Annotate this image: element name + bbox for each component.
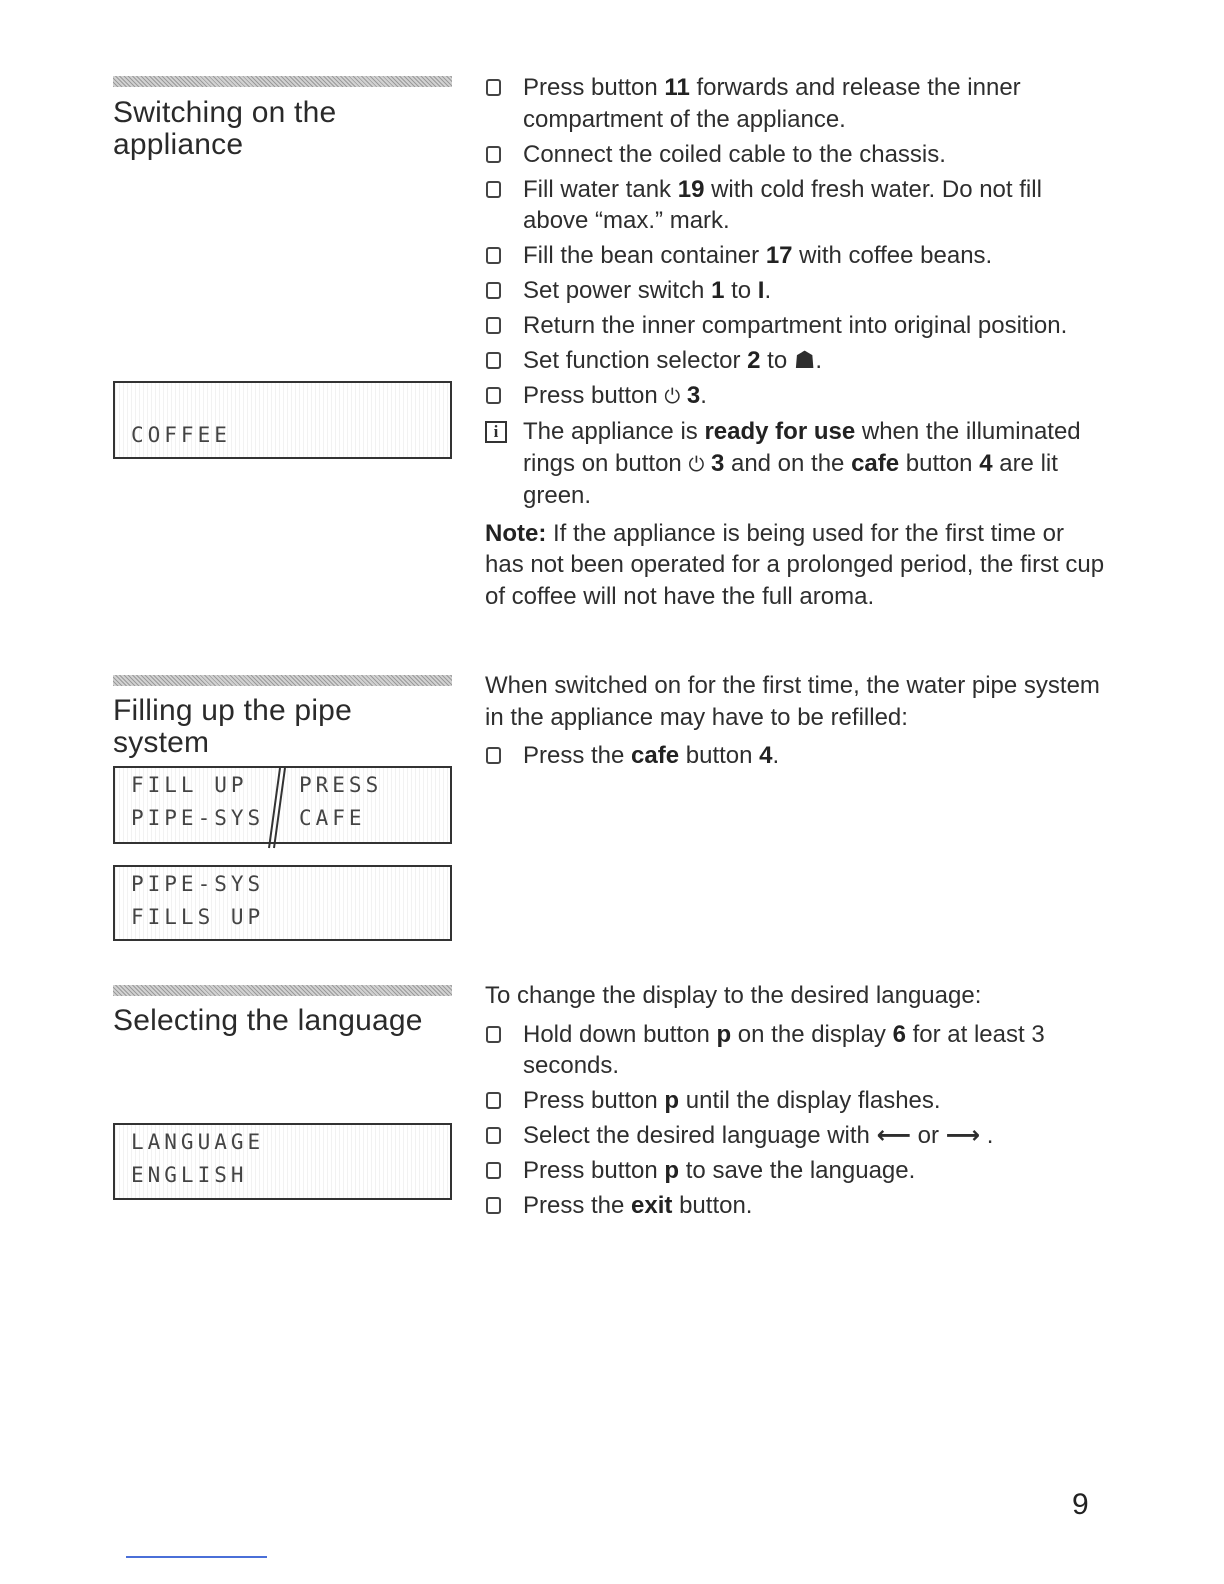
list-item: Connect the coiled cable to the chassis.	[485, 139, 1105, 171]
display-coffee	[113, 381, 452, 459]
list-item: Press the exit button.	[485, 1190, 1105, 1222]
switching-instructions	[485, 72, 1105, 616]
cup-icon: ☗	[793, 347, 816, 374]
list-item: Press button ⏻ 3.	[485, 380, 1105, 413]
display-line: PIPE-SYS	[131, 872, 265, 896]
display-line: PRESS	[299, 773, 383, 797]
power-icon: ⏻	[664, 384, 681, 408]
list-item: Press button 11 forwards and release the inner compartment of the appliance.	[485, 72, 1105, 135]
heading-line: Selecting the language	[113, 1004, 423, 1037]
heading-filling-pipe	[113, 695, 458, 759]
list-item: Set power switch 1 to I.	[485, 275, 1105, 307]
checkbox-bullet-icon	[486, 747, 501, 764]
checkbox-bullet-icon	[486, 1197, 501, 1214]
checkbox-bullet-icon	[486, 387, 501, 404]
display-language-english	[113, 1123, 452, 1200]
display-line: PIPE-SYS	[131, 806, 265, 830]
list-item: Fill water tank 19 with cold fresh water. Do not fill above “max.” mark.	[485, 174, 1105, 237]
filling-instructions	[485, 670, 1105, 775]
display-line: COFFEE	[131, 423, 231, 447]
display-line: ENGLISH	[131, 1163, 248, 1187]
list-item: Fill the bean container 17 with coffee beans.	[485, 240, 1105, 272]
arrow-left-icon: ⟵	[876, 1121, 911, 1149]
display-line: FILLS UP	[131, 905, 265, 929]
heading-line: Switching on the	[113, 96, 337, 129]
checkbox-bullet-icon	[486, 1127, 501, 1144]
checkbox-bullet-icon	[486, 247, 501, 264]
alternating-display-divider-icon	[263, 766, 289, 850]
power-icon: ⏻	[688, 451, 705, 476]
heading-selecting-language	[113, 1005, 458, 1037]
list-item: Press button p until the display flashes.	[485, 1085, 1105, 1117]
display-line: LANGUAGE	[131, 1130, 265, 1154]
checkbox-bullet-icon	[486, 146, 501, 163]
intro-text: To change the display to the desired language:	[485, 982, 982, 1009]
checkbox-bullet-icon	[486, 282, 501, 299]
heading-line: system	[113, 726, 210, 759]
heading-switching-on	[113, 97, 458, 161]
heading-line: Filling up the pipe	[113, 694, 352, 727]
checkbox-bullet-icon	[486, 1026, 501, 1043]
list-item: Set function selector 2 to ☗.	[485, 345, 1105, 377]
heading-line: appliance	[113, 128, 244, 161]
language-instructions	[485, 980, 1105, 1225]
intro-text: When switched on for the first time, the water pipe system in the appliance may have to be refilled:	[485, 672, 1100, 731]
checkbox-bullet-icon	[486, 1162, 501, 1179]
footer-rule	[126, 1556, 267, 1558]
checkbox-bullet-icon	[486, 352, 501, 369]
page-number: 9	[1072, 1488, 1089, 1521]
list-item: Select the desired language with ⟵ or ⟶ .	[485, 1120, 1105, 1152]
checkbox-bullet-icon	[486, 317, 501, 334]
arrow-right-icon: ⟶	[945, 1121, 981, 1149]
list-item: Press the cafe button 4.	[485, 740, 1105, 772]
checkbox-bullet-icon	[486, 1092, 501, 1109]
info-icon: i	[485, 421, 507, 443]
section-divider	[113, 76, 452, 87]
note: Note: If the appliance is being used for the first time or has not been operated for a prolonged period, the first cup of coffee will not have the full aroma.	[485, 519, 1105, 610]
list-item: Hold down button p on the display 6 for at least 3 seconds.	[485, 1019, 1105, 1082]
checkbox-bullet-icon	[486, 181, 501, 198]
display-fill-up-press-cafe	[113, 766, 452, 844]
display-line: FILL UP	[131, 773, 248, 797]
info-item: i The appliance is ready for use when the illuminated rings on button ⏻ 3 and on the cafe button 4 are lit green.	[485, 416, 1105, 512]
list-item: Press button p to save the language.	[485, 1155, 1105, 1187]
display-line: CAFE	[299, 806, 366, 830]
list-item: Return the inner compartment into original position.	[485, 310, 1105, 342]
section-divider	[113, 985, 452, 996]
section-divider	[113, 675, 452, 686]
display-pipe-sys-fills-up	[113, 865, 452, 941]
checkbox-bullet-icon	[486, 79, 501, 96]
